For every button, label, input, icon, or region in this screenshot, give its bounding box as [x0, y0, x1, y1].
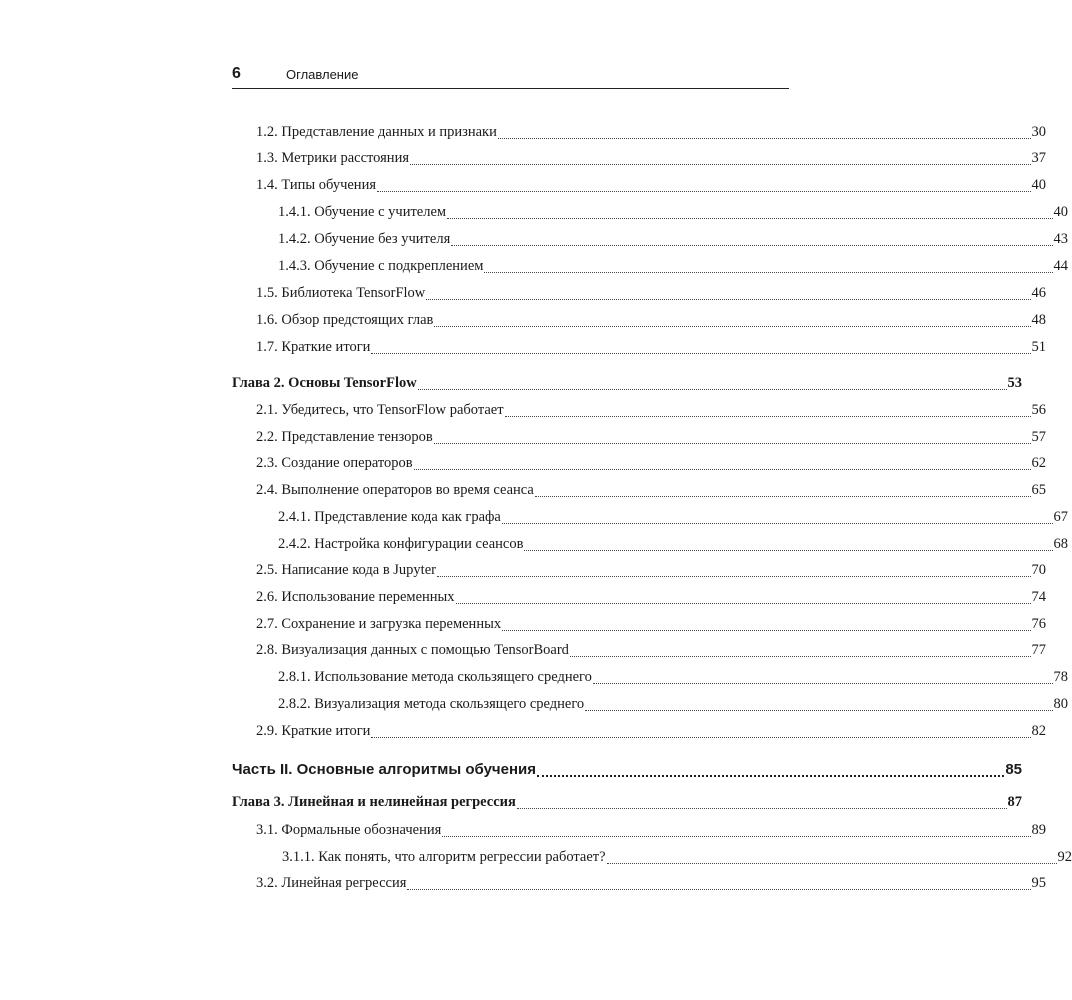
- toc-entry-page: 46: [1031, 285, 1046, 301]
- toc-entry-title: 2.4.1. Представление кода как графа: [278, 509, 501, 525]
- toc-entry-page: 30: [1031, 124, 1046, 140]
- toc-entry: [0, 310, 1046, 330]
- toc-chapter-heading: [0, 373, 1022, 393]
- toc-subentry: [0, 256, 1068, 276]
- dot-leader: [502, 629, 1030, 631]
- toc-subentry: [0, 847, 1072, 867]
- dot-leader: [434, 325, 1030, 327]
- toc-entry: [0, 560, 1046, 580]
- toc-entry: [0, 820, 1046, 840]
- toc-entry-title: 2.4. Выполнение операторов во время сеанса: [256, 482, 534, 498]
- toc-entry-title: 3.1. Формальные обозначения: [256, 822, 442, 838]
- toc-entry-page: 40: [1031, 177, 1046, 193]
- dot-leader: [414, 468, 1031, 470]
- dot-leader: [535, 495, 1031, 497]
- dot-leader: [437, 575, 1031, 577]
- toc-entry-title: 2.5. Написание кода в Jupyter: [256, 562, 436, 578]
- dot-leader: [447, 217, 1052, 219]
- toc-entry-title: Глава 2. Основы TensorFlow: [232, 375, 417, 391]
- toc-entry-title: 2.3. Создание операторов: [256, 455, 413, 471]
- toc-entry-title: 2.9. Краткие итоги: [256, 723, 371, 739]
- toc-entry-title: 2.7. Сохранение и загрузка переменных: [256, 616, 502, 632]
- toc-entry-title: 2.2. Представление тензоров: [256, 429, 433, 445]
- toc-entry: [0, 400, 1046, 420]
- toc-entry-title: 1.2. Представление данных и признаки: [256, 124, 497, 140]
- dot-leader: [434, 442, 1031, 444]
- toc-entry: [0, 122, 1046, 142]
- toc-entry-page: 62: [1031, 455, 1046, 471]
- toc-entry-page: 70: [1031, 562, 1046, 578]
- toc-entry-page: 43: [1053, 231, 1068, 247]
- toc-subentry: [0, 667, 1068, 687]
- toc-entry: [0, 721, 1046, 741]
- toc-entry-page: 77: [1031, 642, 1046, 658]
- toc-entry-page: 85: [1005, 761, 1022, 778]
- toc-entry-page: 92: [1057, 849, 1072, 865]
- dot-leader: [442, 835, 1030, 837]
- toc-entry: [0, 587, 1046, 607]
- toc-entry-page: 78: [1053, 669, 1068, 685]
- toc-entry-page: 80: [1053, 696, 1068, 712]
- toc-entry-page: 57: [1031, 429, 1046, 445]
- page-number: 6: [232, 65, 241, 82]
- dot-leader: [502, 522, 1053, 524]
- toc-entry-page: 44: [1053, 258, 1068, 274]
- toc-entry: [0, 480, 1046, 500]
- dot-leader: [498, 137, 1031, 139]
- toc-subentry: [0, 534, 1068, 554]
- dot-leader: [371, 352, 1030, 354]
- toc-entry-page: 67: [1053, 509, 1068, 525]
- toc-entry-title: 1.4.1. Обучение с учителем: [278, 204, 447, 220]
- toc-entry-title: 2.8. Визуализация данных с помощью TensorBoard: [256, 642, 569, 658]
- dot-leader: [484, 271, 1052, 273]
- toc-entry-title: Часть II. Основные алгоритмы обучения: [232, 761, 537, 778]
- toc-entry: [0, 427, 1046, 447]
- dot-leader: [410, 163, 1030, 165]
- toc-chapter-heading: [0, 792, 1022, 812]
- dot-leader: [517, 807, 1007, 809]
- toc-entry-page: 65: [1031, 482, 1046, 498]
- toc-entry-title: 1.4. Типы обучения: [256, 177, 377, 193]
- toc-subentry: [0, 229, 1068, 249]
- toc-entry-title: 2.4.2. Настройка конфигурации сеансов: [278, 536, 524, 552]
- toc-subentry: [0, 507, 1068, 527]
- toc-entry: [0, 175, 1046, 195]
- toc-entry-page: 48: [1031, 312, 1046, 328]
- toc-entry-page: 40: [1053, 204, 1068, 220]
- toc-entry: [0, 453, 1046, 473]
- toc-entry-title: 2.8.1. Использование метода скользящего среднего: [278, 669, 592, 685]
- toc-entry-page: 68: [1053, 536, 1068, 552]
- toc-entry: [0, 873, 1046, 893]
- dot-leader: [585, 709, 1052, 711]
- toc-entry-title: 3.2. Линейная регрессия: [256, 875, 407, 891]
- dot-leader: [407, 888, 1030, 890]
- toc-entry-title: 2.1. Убедитесь, что TensorFlow работает: [256, 402, 504, 418]
- dot-leader: [371, 736, 1030, 738]
- toc-entry-title: 1.7. Краткие итоги: [256, 339, 371, 355]
- toc-entry-title: 3.1.1. Как понять, что алгоритм регрессии работает?: [282, 849, 606, 865]
- toc-entry: [0, 337, 1046, 357]
- dot-leader: [456, 602, 1031, 604]
- toc-entry-page: 53: [1007, 375, 1022, 391]
- dot-leader: [451, 244, 1052, 246]
- toc-entry-page: 74: [1031, 589, 1046, 605]
- toc-subentry: [0, 202, 1068, 222]
- toc-entry-title: 1.4.3. Обучение с подкреплением: [278, 258, 484, 274]
- toc-entry-title: 2.6. Использование переменных: [256, 589, 455, 605]
- dot-leader: [524, 549, 1052, 551]
- dot-leader: [607, 862, 1057, 864]
- header-title: Оглавление: [286, 67, 359, 82]
- toc-entry-page: 76: [1031, 616, 1046, 632]
- toc-entry: [0, 614, 1046, 634]
- dot-leader: [505, 415, 1031, 417]
- toc-subentry: [0, 694, 1068, 714]
- toc-entry-page: 87: [1007, 794, 1022, 810]
- dot-leader: [570, 655, 1031, 657]
- dot-leader: [418, 388, 1007, 390]
- dot-leader: [426, 298, 1030, 300]
- toc-entry-title: 1.6. Обзор предстоящих глав: [256, 312, 434, 328]
- dot-leader: [593, 682, 1053, 684]
- toc-entry-title: 2.8.2. Визуализация метода скользящего среднего: [278, 696, 585, 712]
- toc-entry-page: 37: [1031, 150, 1046, 166]
- toc-part-heading: [0, 760, 1022, 780]
- toc-entry: [0, 640, 1046, 660]
- toc-entry-page: 95: [1031, 875, 1046, 891]
- dot-leader: [537, 774, 1004, 777]
- running-header: [232, 62, 789, 89]
- toc-entry-page: 82: [1031, 723, 1046, 739]
- toc-entry-title: 1.5. Библиотека TensorFlow: [256, 285, 426, 301]
- toc-entry-page: 51: [1031, 339, 1046, 355]
- toc-entry: [0, 283, 1046, 303]
- dot-leader: [377, 190, 1030, 192]
- toc-entry: [0, 148, 1046, 168]
- toc-entry-title: Глава 3. Линейная и нелинейная регрессия: [232, 794, 516, 810]
- toc-entry-page: 89: [1031, 822, 1046, 838]
- toc-entry-page: 56: [1031, 402, 1046, 418]
- toc-entry-title: 1.3. Метрики расстояния: [256, 150, 410, 166]
- toc-entry-title: 1.4.2. Обучение без учителя: [278, 231, 451, 247]
